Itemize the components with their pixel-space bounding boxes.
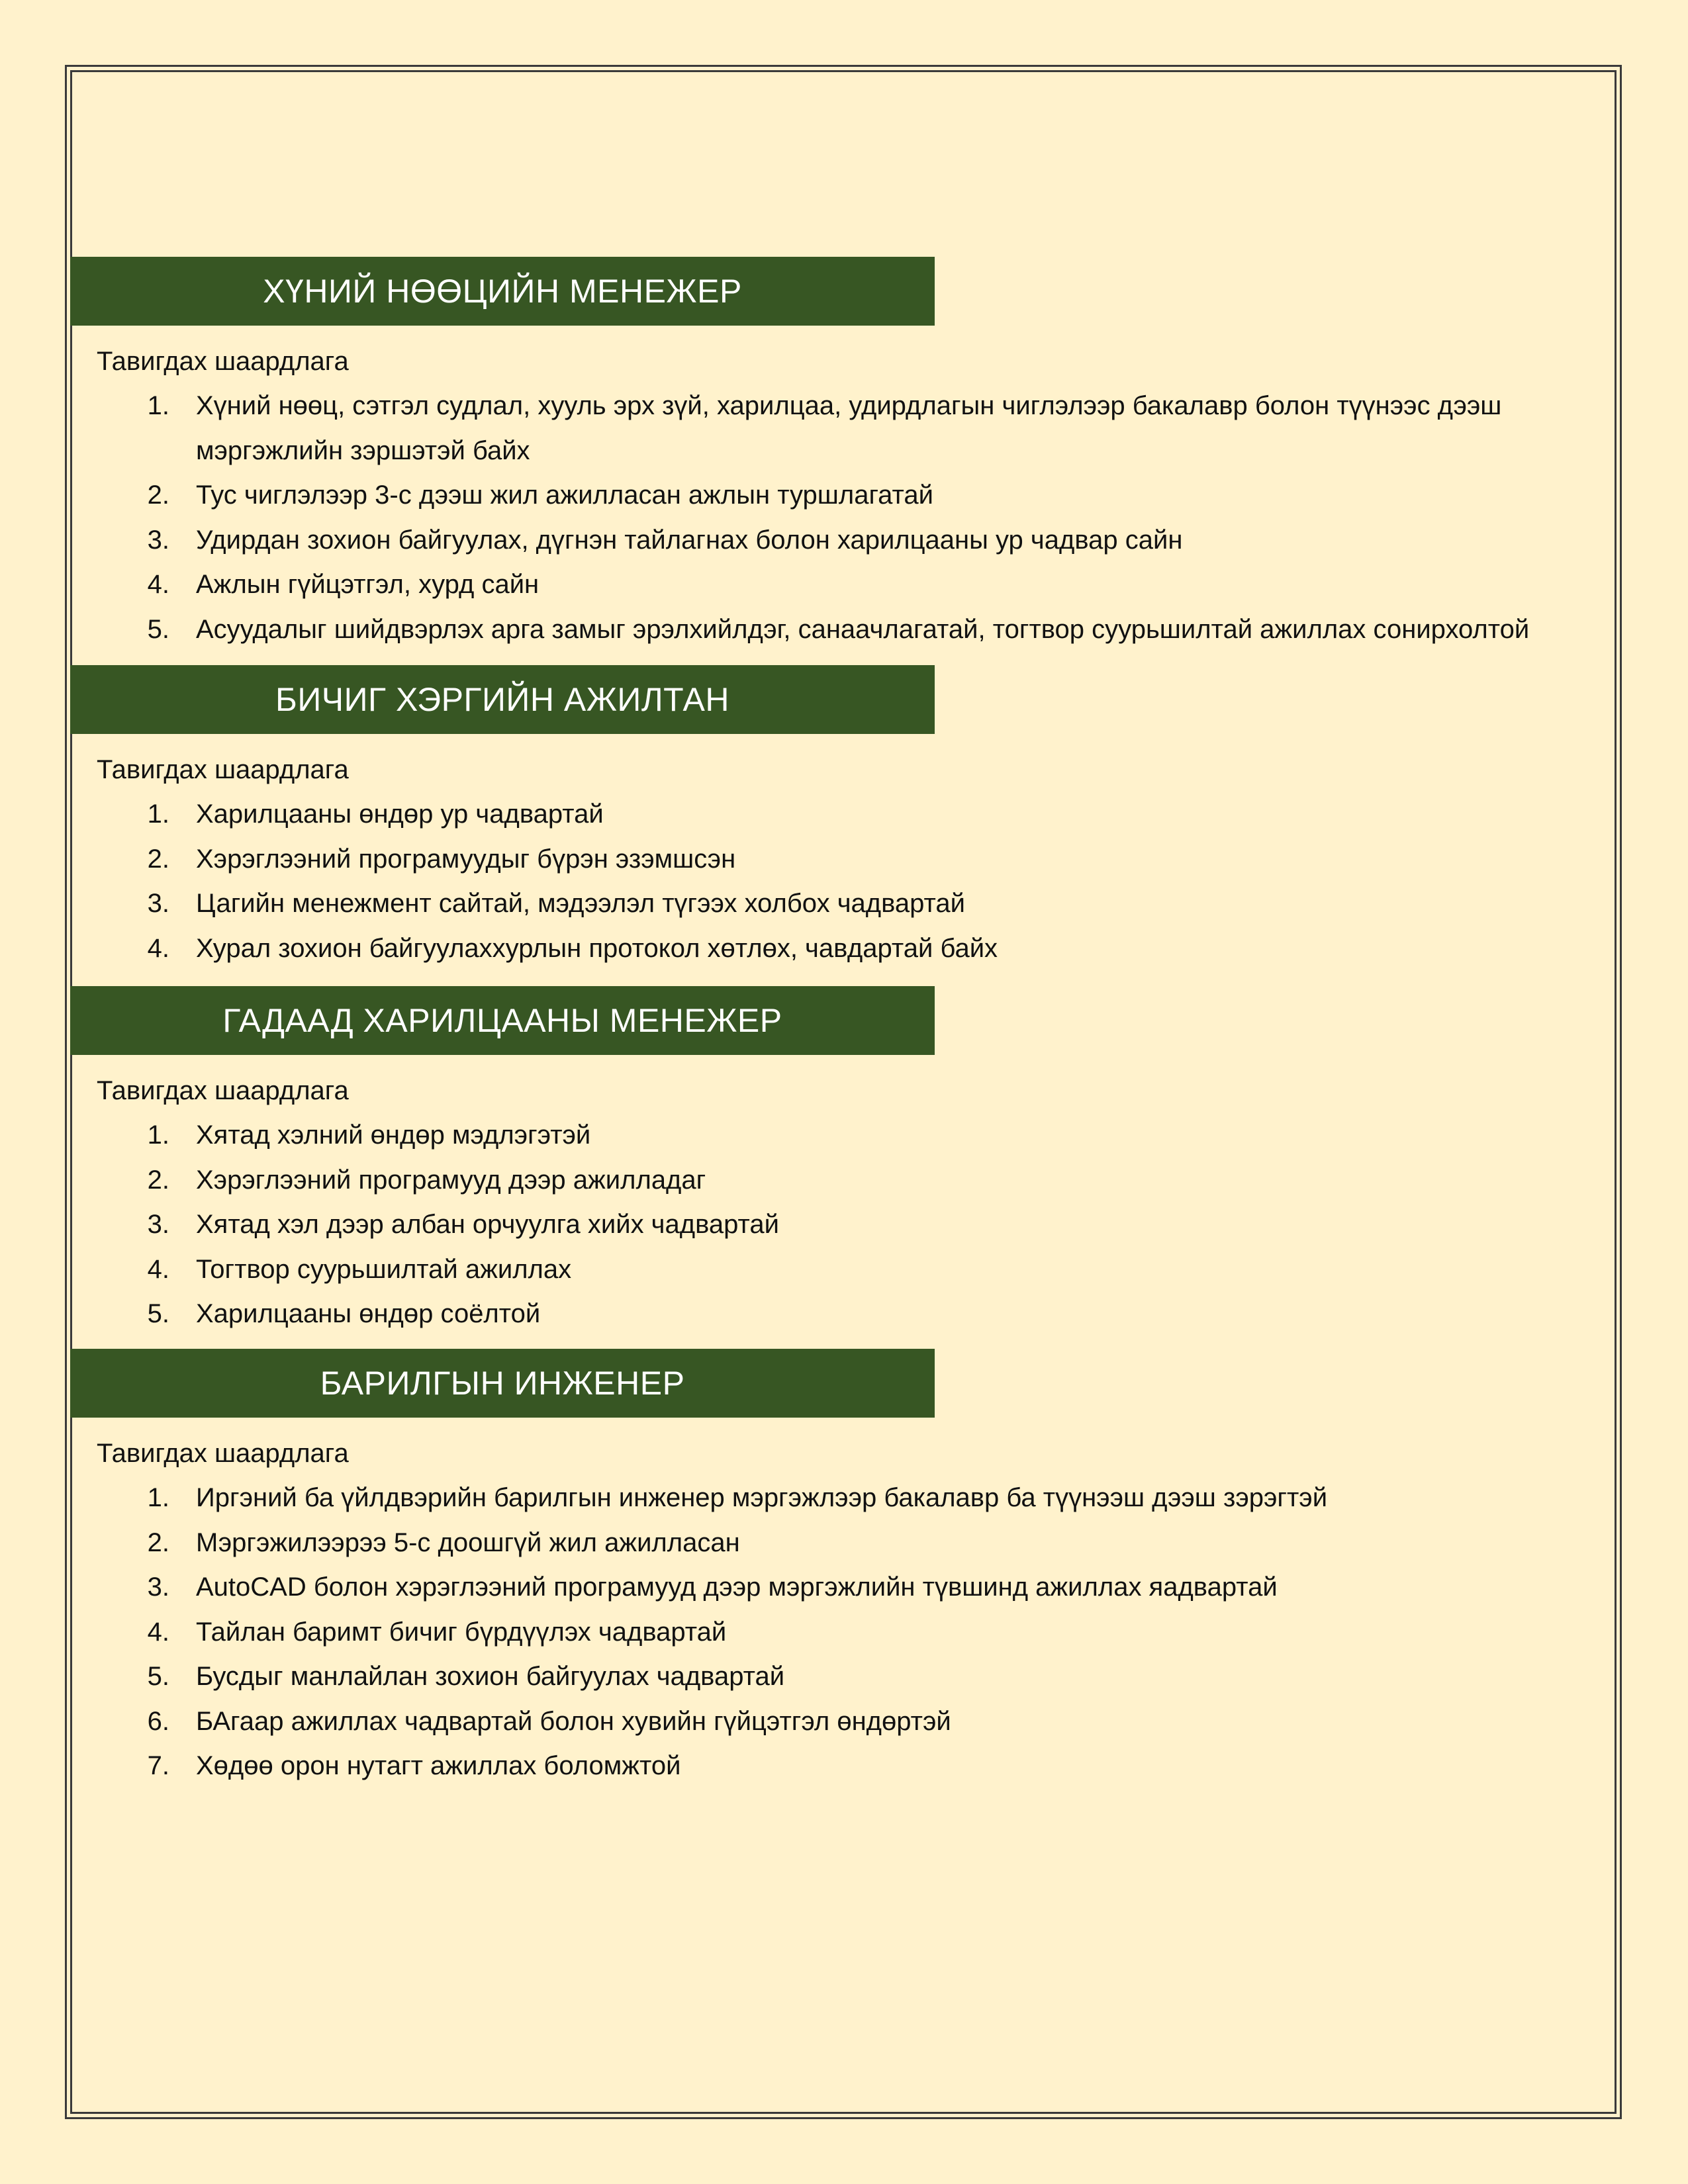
list-item [70,1655,1593,1700]
list-number: 5. [147,614,169,644]
list-item [70,384,1593,473]
list-item [70,1610,1593,1655]
requirements-label: Тавигдах шаардлага [97,1076,349,1105]
list-text: Хэрэглээний програмуудыг бүрэн эзэмшсэн [196,844,736,874]
list-item [70,1744,1593,1789]
list-number: 4. [147,1617,169,1647]
list-number: 6. [147,1706,169,1736]
list-text: Асуудалыг шийдвэрлэх арга замыг эрэлхийлдэг, санаачлагатай, тогтвор суурьшилтай ажиллах сонирхолтой [196,614,1530,644]
list-number: 2. [147,1527,169,1557]
list-text: Хятад хэлний өндөр мэдлэгэтэй [196,1120,591,1150]
requirements-list [70,1476,1593,1789]
list-number: 4. [147,933,169,963]
list-number: 3. [147,525,169,555]
list-item [70,1292,1593,1337]
list-text: Ажлын гүйцэтгэл, хурд сайн [196,570,539,599]
list-text: Удирдан зохион байгуулах, дүгнэн тайлагнах болон харилцааны ур чадвар сайн [196,525,1183,555]
section-title: БИЧИГ ХЭРГИЙН АЖИЛТАН [70,665,935,734]
section-foreign-relations-manager [70,986,1593,1337]
list-item [70,608,1593,653]
list-text: Мэргэжилээрээ 5-с доошгүй жил ажилласан [196,1527,740,1557]
section-office-clerk [70,665,1593,971]
section-title: ГАДААД ХАРИЛЦААНЫ МЕНЕЖЕР [70,986,935,1055]
list-item [70,1248,1593,1293]
list-number: 5. [147,1299,169,1328]
requirements-label: Тавигдах шаардлага [97,1439,349,1468]
requirements-list [70,792,1593,971]
requirements-list [70,384,1593,652]
list-text: AutoCAD болон хэрэглээний програмууд дээр мэргэжлийн түвшинд ажиллах яадвартай [196,1572,1278,1602]
list-number: 2. [147,1165,169,1195]
list-text: Харилцааны өндөр ур чадвартай [196,799,604,829]
list-text: БАгаар ажиллах чадвартай болон хувийн гүйцэтгэл өндөртэй [196,1706,951,1736]
list-number: 4. [147,570,169,599]
list-number: 3. [147,889,169,918]
list-item [70,1158,1593,1203]
list-text: Иргэний ба үйлдвэрийн барилгын инженер мэргэжлээр бакалавр ба түүнээш дээш зэрэгтэй [196,1483,1328,1512]
list-number: 7. [147,1751,169,1780]
list-item [70,1113,1593,1158]
list-item [70,473,1593,518]
list-item [70,1476,1593,1521]
list-text: Хятад хэл дээр албан орчуулга хийх чадвартай [196,1210,779,1239]
section-construction-engineer [70,1349,1593,1789]
section-hr-manager [70,257,1593,652]
list-item [70,837,1593,882]
list-number: 1. [147,391,169,420]
requirements-list [70,1113,1593,1337]
section-title: ХҮНИЙ НӨӨЦИЙН МЕНЕЖЕР [70,257,935,326]
list-text: Бусдыг манлайлан зохион байгуулах чадвартай [196,1662,785,1691]
list-number: 5. [147,1662,169,1691]
list-item [70,1565,1593,1610]
list-text: Харилцааны өндөр соёлтой [196,1299,541,1328]
list-item [70,792,1593,837]
list-number: 3. [147,1210,169,1239]
list-number: 3. [147,1572,169,1602]
list-number: 1. [147,799,169,829]
section-title: БАРИЛГЫН ИНЖЕНЕР [70,1349,935,1418]
list-item [70,563,1593,608]
list-text: Хүний нөөц, сэтгэл судлал, хууль эрх зүй, харилцаа, удирдлагын чиглэлээр бакалавр болон түүнээс дээш мэргэжлийн зэршэтэй байх [196,391,1502,465]
list-number: 1. [147,1120,169,1150]
list-text: Тайлан баримт бичиг бүрдүүлэх чадвартай [196,1617,727,1647]
list-text: Хэрэглээний програмууд дээр ажилладаг [196,1165,706,1195]
list-item [70,518,1593,563]
list-item [70,882,1593,927]
list-text: Хөдөө орон нутагт ажиллах боломжтой [196,1751,681,1780]
list-number: 1. [147,1483,169,1512]
requirements-label: Тавигдах шаардлага [97,347,349,376]
list-text: Цагийн менежмент сайтай, мэдээлэл түгээх холбох чадвартай [196,889,965,918]
list-item [70,1203,1593,1248]
list-number: 4. [147,1254,169,1284]
list-item [70,1700,1593,1745]
list-text: Хурал зохион байгуулаххурлын протокол хөтлөх, чавдартай байх [196,933,998,963]
list-text: Тус чиглэлээр 3-с дээш жил ажилласан ажлын туршлагатай [196,480,933,510]
list-text: Тогтвор суурьшилтай ажиллах [196,1254,572,1284]
list-number: 2. [147,844,169,874]
list-item [70,1521,1593,1566]
list-item [70,927,1593,972]
list-number: 2. [147,480,169,510]
requirements-label: Тавигдах шаардлага [97,755,349,784]
